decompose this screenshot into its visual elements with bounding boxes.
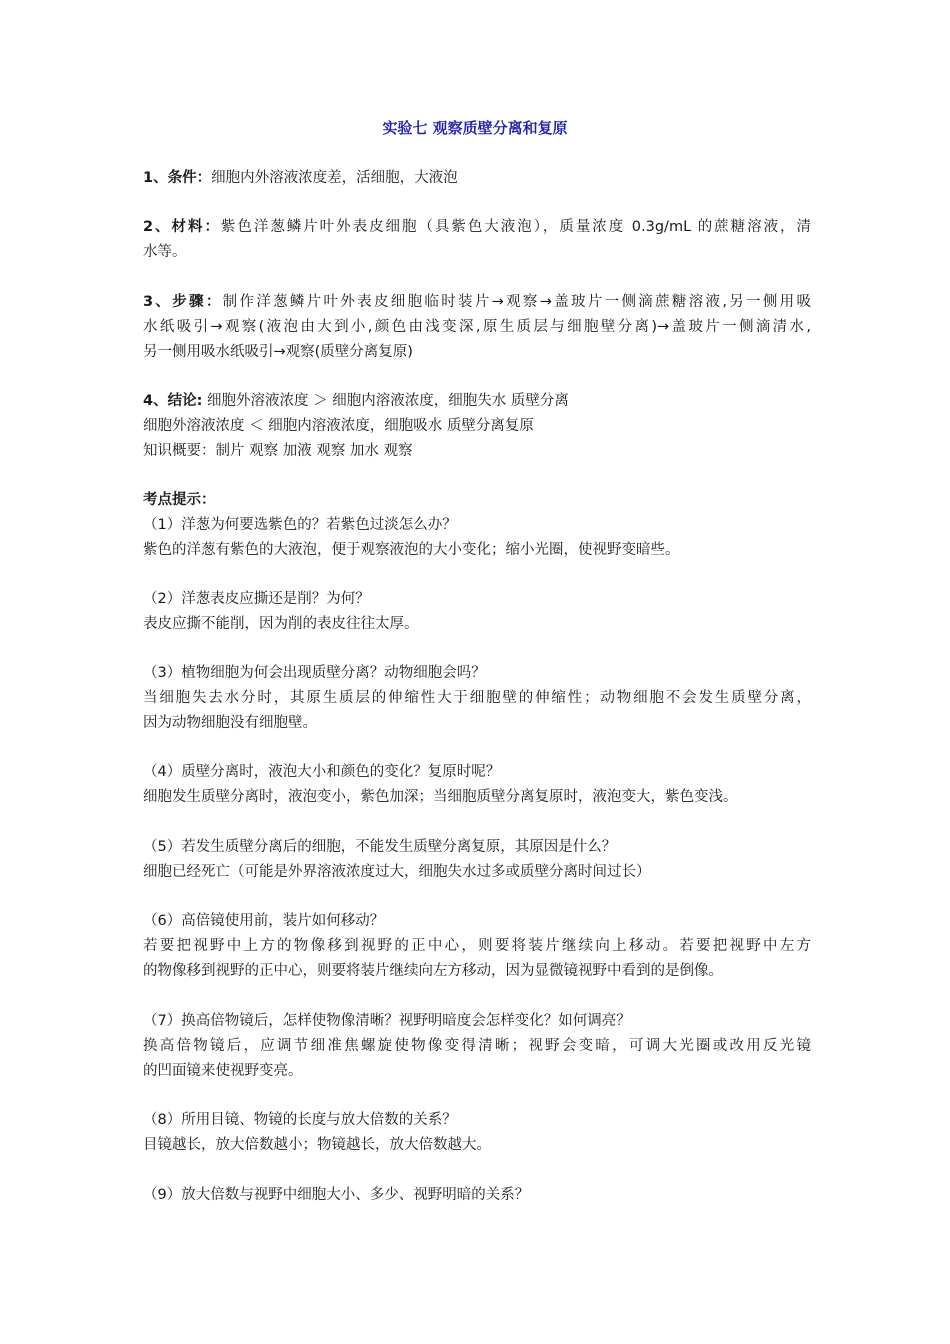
qa-item	[143, 513, 811, 563]
section-steps	[143, 290, 811, 365]
qa-item	[143, 835, 811, 885]
material-label: 2、材料：	[143, 219, 221, 235]
section-conclusion	[143, 389, 811, 464]
answer-line: 紫色的洋葱有紫色的大液泡，便于观察液泡的大小变化；缩小光圈，使视野变暗些。	[143, 542, 680, 558]
section-material	[143, 215, 811, 265]
material-line-1	[143, 215, 811, 240]
answer-line: 细胞发生质壁分离时，液泡变小，紫色加深；当细胞质壁分离复原时，液泡变大，紫色变浅。	[143, 789, 738, 805]
answer-line: 因为动物细胞没有细胞壁。	[143, 715, 317, 731]
question: （6）高倍镜使用前，装片如何移动？	[143, 913, 385, 929]
question: （9）放大倍数与视野中细胞大小、多少、视野明暗的关系？	[143, 1187, 530, 1203]
answer-line: 的物像移到视野的正中心，则要将装片继续向左方移动，因为显微镜视野中看到的是倒像。	[143, 963, 723, 979]
steps-label: 3、步骤：	[143, 294, 223, 310]
question: （1）洋葱为何要选紫色的？若紫色过淡怎么办？	[143, 517, 457, 533]
conclusion-line-2: 细胞外溶液浓度 ＜ 细胞内溶液浓度，细胞吸水 质壁分离复原	[143, 418, 534, 434]
answer-line: 目镜越长，放大倍数越小；物镜越长，放大倍数越大。	[143, 1137, 491, 1153]
steps-line-3: 另一侧用吸水纸吸引→观察(质壁分离复原)	[143, 344, 413, 360]
conclusion-label: 4、结论:	[143, 393, 203, 409]
conclusion-line-3: 知识概要：制片 观察 加液 观察 加水 观察	[143, 443, 413, 459]
section-tips	[143, 488, 811, 513]
question: （5）若发生质壁分离后的细胞，不能发生质壁分离复原，其原因是什么？	[143, 839, 617, 855]
steps-line-2: 水纸吸引→观察(液泡由大到小,颜色由浅变深,原生质层与细胞壁分离)→盖玻片一侧滴清水,	[143, 319, 811, 335]
condition-label: 1、条件：	[143, 170, 212, 186]
answer-line: 细胞已经死亡（可能是外界溶液浓度过大，细胞失水过多或质壁分离时间过长）	[143, 864, 651, 880]
answer-line: 换高倍物镜后，应调节细准焦螺旋使物像变得清晰；视野会变暗，可调大光圈或改用反光镜	[143, 1038, 811, 1054]
answer-line: 当细胞失去水分时，其原生质层的伸缩性大于细胞壁的伸缩性；动物细胞不会发生质壁分离，	[143, 690, 811, 706]
question: （8）所用目镜、物镜的长度与放大倍数的关系？	[143, 1112, 457, 1128]
section-condition	[143, 166, 811, 191]
qa-item	[143, 1108, 811, 1158]
question: （7）换高倍物镜后，怎样使物像清晰？视野明暗度会怎样变化？如何调亮？	[143, 1013, 631, 1029]
question: （3）植物细胞为何会出现质壁分离？动物细胞会吗？	[143, 665, 486, 681]
conclusion-text-1: 细胞外溶液浓度 ＞ 细胞内溶液浓度，细胞失水 质壁分离	[202, 393, 569, 409]
steps-line-1	[143, 290, 811, 315]
qa-item	[143, 1183, 811, 1208]
condition-text: 细胞内外溶液浓度差，活细胞，大液泡	[211, 170, 458, 186]
qa-item	[143, 1009, 811, 1084]
question: （2）洋葱表皮应撕还是削？为何？	[143, 591, 370, 607]
qa-item	[143, 760, 811, 810]
conclusion-line-1	[143, 389, 811, 414]
qa-item	[143, 909, 811, 984]
tips-heading: 考点提示：	[143, 492, 216, 508]
question: （4）质壁分离时，液泡大小和颜色的变化？复原时呢？	[143, 764, 501, 780]
steps-text-1: 制作洋葱鳞片叶外表皮细胞临时装片→观察→盖玻片一侧滴蔗糖溶液,另一侧用吸	[222, 294, 811, 310]
material-text-1: 紫色洋葱鳞片叶外表皮细胞（具紫色大液泡），质量浓度 0.3g/mL 的蔗糖溶液，清	[220, 219, 811, 235]
answer-line: 若要把视野中上方的物像移到视野的正中心，则要将装片继续向上移动。若要把视野中左方	[143, 938, 811, 954]
page-title: 实验七 观察质壁分离和复原	[382, 119, 568, 137]
qa-item	[143, 587, 811, 637]
answer-line: 表皮应撕不能削，因为削的表皮往往太厚。	[143, 616, 419, 632]
condition-line	[143, 166, 811, 191]
material-line-2: 水等。	[143, 244, 187, 260]
answer-line: 的凹面镜来使视野变亮。	[143, 1063, 303, 1079]
qa-item	[143, 661, 811, 736]
